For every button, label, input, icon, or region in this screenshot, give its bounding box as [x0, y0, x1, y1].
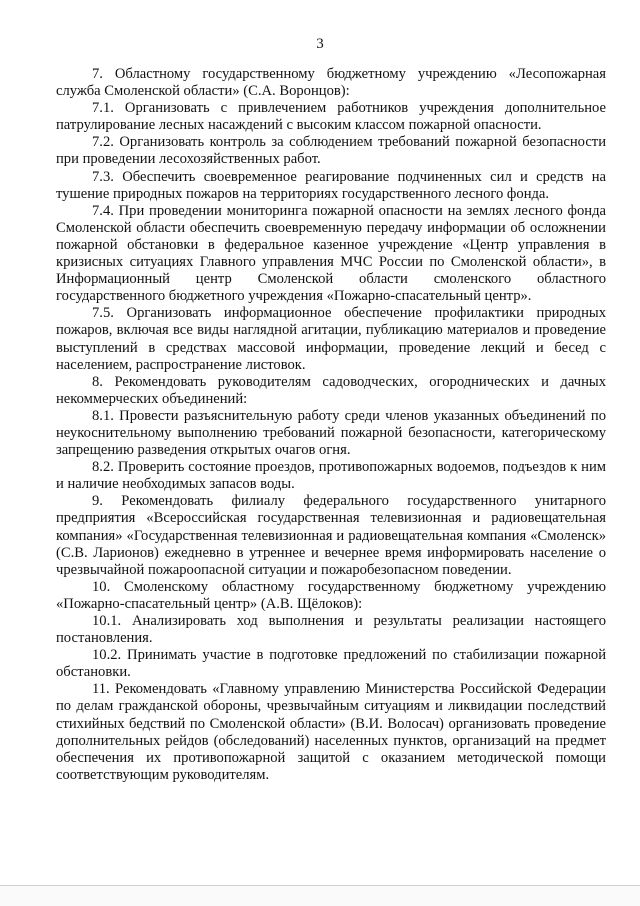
paragraph-8-1: 8.1. Провести разъяснительную работу среди членов указанных объединений по неукоснительному выполнению требований пожарной безопасности, категорическому запрещению разведения открытых очагов огня. [56, 407, 606, 459]
paragraph-10-1: 10.1. Анализировать ход выполнения и результаты реализации настоящего постановления. [56, 613, 606, 647]
paragraph-7-2: 7.2. Организовать контроль за соблюдением требований пожарной безопасности при проведении лесохозяйственных работ. [56, 134, 606, 168]
paragraph-7-5: 7.5. Организовать информационное обеспечение профилактики природных пожаров, включая все виды наглядной агитации, публикацию материалов и проведение выступлений в средствах массовой информации, проведение лекций и бесед с населением, распространение листовок. [56, 305, 606, 373]
page-bottom-edge [0, 885, 640, 906]
paragraph-11: 11. Рекомендовать «Главному управлению Министерства Российской Федерации по делам гражданской обороны, чрезвычайным ситуациям и ликвидации последствий стихийных бедствий по Смоленской области» (В.И. Волосач) организовать проведение дополнительных рейдов (обследований) населенных пунктов, организаций на предмет обеспечения их противопожарной защитой с оказанием методической помощи соответствующим руководителям. [56, 681, 606, 783]
paragraph-7: 7. Областному государственному бюджетному учреждению «Лесопожарная служба Смоленской области» (С.А. Воронцов): [56, 66, 606, 100]
paragraph-7-4: 7.4. При проведении мониторинга пожарной опасности на землях лесного фонда Смоленской области обеспечить своевременную передачу информации об осложнении пожарной обстановки в федеральное казенное учреждение «Центр управления в кризисных ситуациях Главного управления МЧС России по Смоленской области», в Информационный центр Смоленской области смоленского областного государственного бюджетного учреждения «Пожарно-спасательный центр». [56, 202, 606, 305]
paragraph-10: 10. Смоленскому областному государственному бюджетному учреждению «Пожарно-спасательный центр» (А.В. Щёлоков): [56, 578, 606, 612]
paragraph-8: 8. Рекомендовать руководителям садоводческих, огороднических и дачных некоммерческих объединений: [56, 373, 606, 407]
paragraph-7-1: 7.1. Организовать с привлечением работников учреждения дополнительное патрулирование лесных насаждений с высоким классом пожарной опасности. [56, 100, 606, 134]
paragraph-7-3: 7.3. Обеспечить своевременное реагирование подчиненных сил и средств на тушение природных пожаров на территориях государственного лесного фонда. [56, 168, 606, 202]
paragraph-9: 9. Рекомендовать филиалу федерального государственного унитарного предприятия «Всероссийская государственная телевизионная и радиовещательная компания» «Государственная телевизионная и радиовещательная компания «Смоленск» (С.В. Ларионов) ежедневно в утреннее и вечернее время информировать население о чрезвычайной пожароопасной ситуации и пожаробезопасном поведении. [56, 493, 606, 578]
page-number: 3 [316, 36, 324, 52]
document-body [56, 66, 606, 784]
paragraph-10-2: 10.2. Принимать участие в подготовке предложений по стабилизации пожарной обстановки. [56, 647, 606, 681]
paragraph-8-2: 8.2. Проверить состояние проездов, противопожарных водоемов, подъездов к ним и наличие необходимых запасов воды. [56, 459, 606, 493]
